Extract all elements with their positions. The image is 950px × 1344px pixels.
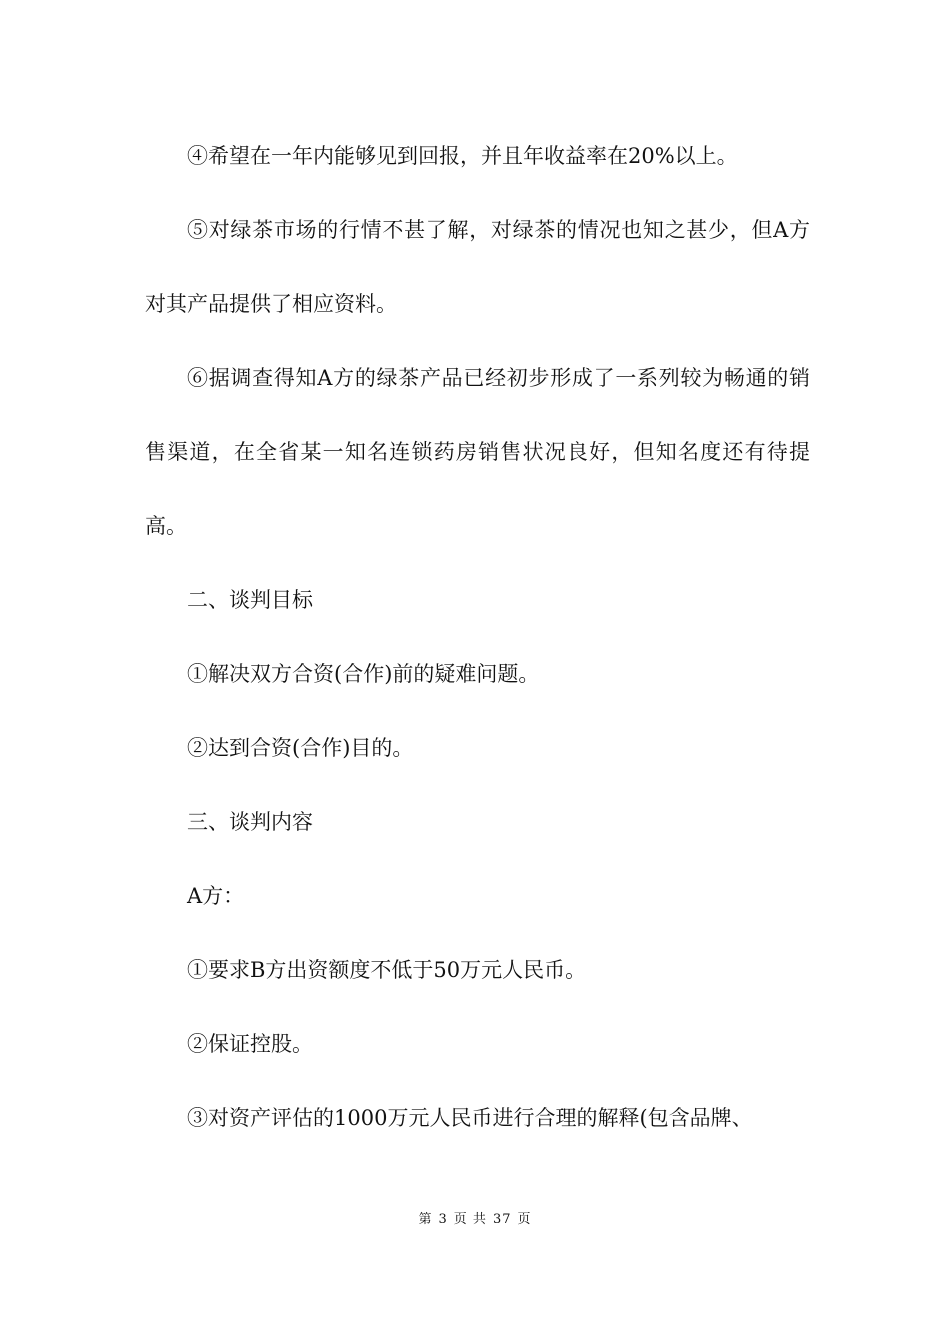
paragraph-a-3: ③对资产评估的1000万元人民币进行合理的解释(包含品牌、 — [187, 1106, 753, 1130]
paragraph-3: ⑥据调查得知A方的绿茶产品已经初步形成了一系列较为畅通的销售渠道，在全省某一知名连锁药房销售状况良好，但知名度还有待提高。 — [145, 366, 810, 538]
paragraph-a-2: ②保证控股。 — [187, 1032, 313, 1056]
paragraph-goal-2: ②达到合资(合作)目的。 — [187, 736, 414, 760]
party-a-label: A方： — [187, 884, 245, 908]
footer-suffix: 页 — [517, 1212, 532, 1227]
page-footer — [0, 1208, 950, 1227]
footer-mid: 页 共 — [453, 1212, 487, 1227]
paragraph-a-1: ①要求B方出资额度不低于50万元人民币。 — [187, 958, 587, 982]
section-heading-negotiation-goals: 二、谈判目标 — [187, 588, 313, 612]
paragraph-2: ⑤对绿茶市场的行情不甚了解，对绿茶的情况也知之甚少，但A方对其产品提供了相应资料。 — [145, 218, 810, 316]
paragraph-1: ④希望在一年内能够见到回报，并且年收益率在20%以上。 — [187, 144, 738, 168]
paragraph-goal-1: ①解决双方合资(合作)前的疑难问题。 — [187, 662, 540, 686]
footer-total-pages: 37 — [492, 1212, 512, 1227]
footer-prefix: 第 — [418, 1212, 433, 1227]
section-heading-negotiation-content: 三、谈判内容 — [187, 810, 313, 834]
footer-current-page: 3 — [438, 1212, 448, 1227]
